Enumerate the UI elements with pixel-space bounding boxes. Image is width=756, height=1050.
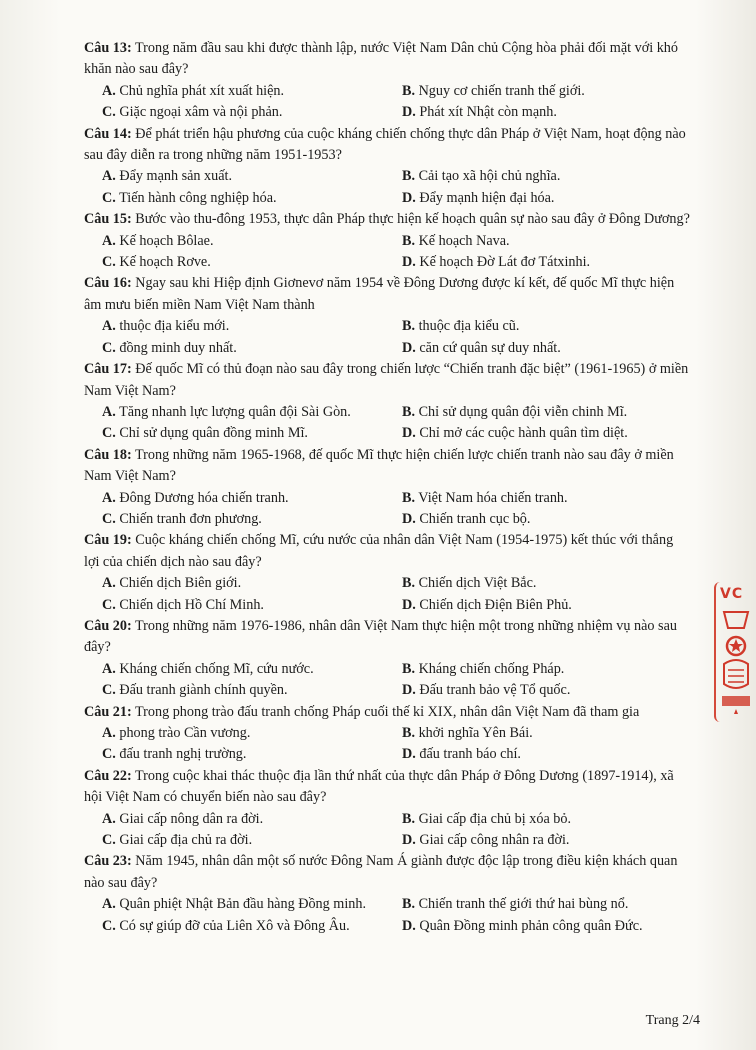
option-letter: C. (102, 917, 116, 934)
option-text: đồng minh duy nhất. (115, 339, 237, 356)
answer-options (84, 809, 692, 852)
answer-option (384, 252, 684, 273)
option-text: Nguy cơ chiến tranh thế giới. (415, 82, 585, 99)
answer-option (84, 916, 384, 937)
option-letter: C. (102, 189, 116, 206)
option-letter: A. (102, 725, 116, 741)
option-text: đấu tranh nghị trường. (115, 746, 247, 763)
answer-option (384, 894, 684, 915)
option-text: Kháng chiến chống Mĩ, cứu nước. (115, 660, 314, 677)
question-13 (84, 38, 692, 81)
option-text: Chiến dịch Hồ Chí Minh. (115, 596, 264, 613)
option-text: Giai cấp địa chủ ra đời. (115, 832, 253, 849)
option-text: Kế hoạch Rơve. (115, 254, 211, 271)
answer-option (84, 744, 384, 765)
question-list (84, 38, 692, 937)
option-letter: D. (402, 339, 416, 356)
option-text: Chiến tranh thế giới thứ hai bùng nổ. (415, 896, 629, 913)
option-text: Giai cấp nông dân ra đời. (115, 810, 264, 827)
answer-option (84, 231, 384, 252)
option-letter: A. (102, 168, 116, 185)
question-stem: Trong những năm 1965-1968, đế quốc Mĩ thực hiện chiến lược chiến tranh nào sau đây ở miền Nam Việt Nam? (84, 446, 674, 485)
answer-option (84, 252, 384, 273)
answer-option (384, 488, 684, 509)
option-text: thuộc địa kiểu mới. (115, 318, 230, 335)
answer-option (84, 659, 384, 680)
option-text: căn cứ quân sự duy nhất. (415, 339, 561, 356)
option-text: Tăng nhanh lực lượng quân đội Sài Gòn. (115, 403, 351, 420)
question-stem: Để phát triển hậu phương của cuộc kháng chiến chống thực dân Pháp ở Việt Nam, hoạt động nào sau đây diễn ra trong những năm 1951-1953? (84, 125, 686, 164)
option-letter: C. (102, 104, 116, 121)
option-letter: A. (102, 232, 116, 249)
answer-option (384, 402, 684, 423)
option-text: Kế hoạch Bôlae. (115, 232, 214, 249)
answer-option (84, 102, 384, 123)
answer-option (384, 573, 684, 594)
question-number: Câu 22: (84, 767, 132, 784)
option-letter: D. (402, 746, 416, 763)
option-text: Quân phiệt Nhật Bản đầu hàng Đồng minh. (115, 896, 367, 913)
answer-option (384, 509, 684, 530)
answer-option (384, 744, 684, 765)
option-letter: B. (402, 896, 416, 913)
option-letter: B. (402, 232, 416, 249)
option-text: Kháng chiến chống Pháp. (415, 660, 565, 677)
answer-option (384, 166, 684, 187)
option-letter: B. (402, 489, 416, 506)
option-letter: C. (102, 596, 116, 613)
option-text: Đẩy mạnh hiện đại hóa. (415, 189, 555, 206)
answer-option (84, 809, 384, 830)
answer-options (84, 488, 692, 531)
option-text: Đông Dương hóa chiến tranh. (115, 489, 289, 506)
question-stem: Trong những năm 1976-1986, nhân dân Việt Nam thực hiện một trong những nhiệm vụ nào sau đây? (84, 617, 677, 656)
question-stem: Ngay sau khi Hiệp định Giơnevơ năm 1954 về Đông Dương được kí kết, đế quốc Mĩ thực hiện âm mưu biến miền Nam Việt Nam thành (84, 275, 675, 313)
answer-option (84, 423, 384, 444)
option-letter: D. (402, 254, 416, 271)
option-text: Tiến hành công nghiệp hóa. (115, 189, 277, 206)
option-text: Chiến tranh cục bộ. (415, 510, 531, 527)
answer-option (384, 81, 684, 102)
answer-option (384, 316, 684, 337)
answer-options (84, 231, 692, 274)
option-text: Chiến dịch Việt Bắc. (415, 575, 537, 592)
option-letter: B. (402, 575, 416, 592)
question-stem: Cuộc kháng chiến chống Mĩ, cứu nước của nhân dân Việt Nam (1954-1975) kết thúc với thắng lợi của chiến dịch nào sau đây? (84, 532, 674, 570)
option-text: Cải tạo xã hội chủ nghĩa. (415, 168, 561, 185)
option-letter: B. (402, 403, 416, 420)
option-letter: D. (402, 682, 416, 699)
option-text: Chiến dịch Biên giới. (115, 575, 242, 592)
option-text: Chiến dịch Điện Biên Phủ. (415, 596, 572, 613)
option-text: Kế hoạch Nava. (415, 232, 510, 249)
option-letter: B. (402, 168, 416, 185)
option-text: Quân Đồng minh phản công quân Đức. (415, 917, 643, 934)
option-letter: A. (102, 318, 116, 335)
answer-option (84, 188, 384, 209)
option-text: Giai cấp địa chủ bị xóa bỏ. (415, 810, 572, 827)
answer-option (84, 723, 384, 744)
question-21 (84, 702, 692, 723)
question-15 (84, 209, 692, 230)
answer-option (384, 102, 684, 123)
answer-option (384, 809, 684, 830)
question-stem: Trong cuộc khai thác thuộc địa lần thứ nhất của thực dân Pháp ở Đông Dương (1897-1914), xã hội Việt Nam có chuyển biến nào sau đây? (84, 767, 674, 806)
option-letter: B. (402, 660, 416, 677)
answer-options (84, 723, 692, 766)
answer-options (84, 316, 692, 359)
option-text: Giai cấp công nhân ra đời. (415, 832, 570, 849)
stamp-lettering: VC (720, 586, 744, 602)
question-20 (84, 616, 692, 659)
question-stem: Năm 1945, nhân dân một số nước Đông Nam Á giành được độc lập trong điều kiện khách quan nào sau đây? (84, 853, 678, 891)
option-letter: A. (102, 896, 116, 913)
option-text: Phát xít Nhật còn mạnh. (415, 104, 557, 121)
option-letter: D. (402, 189, 416, 206)
question-17 (84, 359, 692, 402)
red-stamp (714, 582, 756, 722)
answer-option (384, 231, 684, 252)
question-number: Câu 16: (84, 275, 132, 292)
option-letter: A. (102, 489, 116, 506)
answer-option (84, 166, 384, 187)
question-number: Câu 17: (84, 361, 132, 378)
option-letter: A. (102, 82, 116, 99)
answer-options (84, 402, 692, 445)
option-letter: B. (402, 725, 416, 741)
option-letter: D. (402, 596, 416, 613)
option-text: khởi nghĩa Yên Bái. (415, 725, 533, 741)
answer-option (84, 595, 384, 616)
option-letter: C. (102, 682, 116, 699)
question-number: Câu 21: (84, 703, 132, 720)
page-number: Trang 2/4 (645, 1013, 700, 1028)
option-text: Có sự giúp đỡ của Liên Xô và Đông Âu. (115, 917, 350, 934)
answer-option (84, 338, 384, 359)
option-text: Đẩy mạnh sản xuất. (115, 168, 233, 185)
answer-option (384, 188, 684, 209)
option-letter: D. (402, 917, 416, 934)
question-stem: Đế quốc Mĩ có thủ đoạn nào sau đây trong chiến lược “Chiến tranh đặc biệt” (1961-1965) ở miền Nam Việt Nam? (84, 361, 689, 399)
option-letter: B. (402, 810, 416, 827)
question-number: Câu 13: (84, 40, 132, 56)
option-letter: C. (102, 832, 116, 849)
answer-option (384, 595, 684, 616)
option-letter: B. (402, 82, 416, 99)
question-number: Câu 15: (84, 211, 132, 228)
answer-option (384, 659, 684, 680)
answer-option (384, 830, 684, 851)
answer-option (84, 680, 384, 701)
question-14 (84, 124, 692, 167)
option-text: Chỉ sử dụng quân đội viễn chinh Mĩ. (415, 403, 628, 420)
option-letter: C. (102, 254, 116, 271)
answer-options (84, 166, 692, 209)
option-letter: C. (102, 746, 116, 763)
answer-option (384, 916, 684, 937)
option-text: thuộc địa kiểu cũ. (415, 318, 520, 335)
question-stem: Bước vào thu-đông 1953, thực dân Pháp thực hiện kế hoạch quân sự nào sau đây ở Đông Dương? (131, 211, 690, 228)
question-stem: Trong phong trào đấu tranh chống Pháp cuối thế kỉ XIX, nhân dân Việt Nam đã tham gia (131, 703, 640, 720)
question-number: Câu 14: (84, 125, 132, 142)
option-text: đấu tranh báo chí. (415, 746, 521, 763)
option-letter: D. (402, 832, 416, 849)
answer-option (84, 316, 384, 337)
question-number: Câu 23: (84, 853, 132, 870)
option-text: Chỉ mở các cuộc hành quân tìm diệt. (415, 425, 628, 442)
question-16 (84, 273, 692, 316)
answer-option (384, 680, 684, 701)
question-number: Câu 20: (84, 617, 132, 634)
option-text: Chủ nghĩa phát xít xuất hiện. (115, 82, 285, 99)
answer-option (84, 488, 384, 509)
option-text: Chiến tranh đơn phương. (115, 510, 262, 527)
answer-option (84, 81, 384, 102)
question-19 (84, 530, 692, 573)
option-text: Đấu tranh giành chính quyền. (115, 682, 288, 699)
option-letter: A. (102, 575, 116, 592)
answer-options (84, 659, 692, 702)
option-letter: B. (402, 318, 416, 335)
option-letter: D. (402, 104, 416, 121)
option-letter: C. (102, 425, 116, 442)
option-letter: C. (102, 339, 116, 356)
option-text: Chỉ sử dụng quân đồng minh Mĩ. (115, 425, 308, 442)
answer-option (84, 509, 384, 530)
option-letter: A. (102, 810, 116, 827)
stamp-seal-icon (718, 606, 754, 718)
question-23 (84, 851, 692, 894)
question-number: Câu 19: (84, 532, 132, 549)
option-text: Việt Nam hóa chiến tranh. (415, 489, 568, 506)
option-letter: A. (102, 660, 116, 677)
answer-options (84, 573, 692, 616)
answer-option (84, 402, 384, 423)
answer-option (84, 894, 384, 915)
option-text: Kế hoạch Đờ Lát đơ Tátxinhi. (415, 254, 591, 271)
answer-option (84, 573, 384, 594)
answer-options (84, 894, 692, 937)
answer-option (384, 338, 684, 359)
question-18 (84, 445, 692, 488)
answer-option (384, 723, 684, 744)
question-22 (84, 766, 692, 809)
question-stem: Trong năm đầu sau khi được thành lập, nước Việt Nam Dân chủ Cộng hòa phải đối mặt với khó khăn nào sau đây? (84, 40, 678, 78)
question-number: Câu 18: (84, 446, 132, 463)
option-letter: D. (402, 510, 416, 527)
answer-option (84, 830, 384, 851)
option-text: Đấu tranh bảo vệ Tổ quốc. (415, 682, 571, 699)
option-text: phong trào Cần vương. (115, 725, 251, 741)
option-letter: C. (102, 510, 116, 527)
option-letter: A. (102, 403, 116, 420)
answer-option (384, 423, 684, 444)
answer-options (84, 81, 692, 124)
option-text: Giặc ngoại xâm và nội phản. (115, 104, 283, 121)
option-letter: D. (402, 425, 416, 442)
